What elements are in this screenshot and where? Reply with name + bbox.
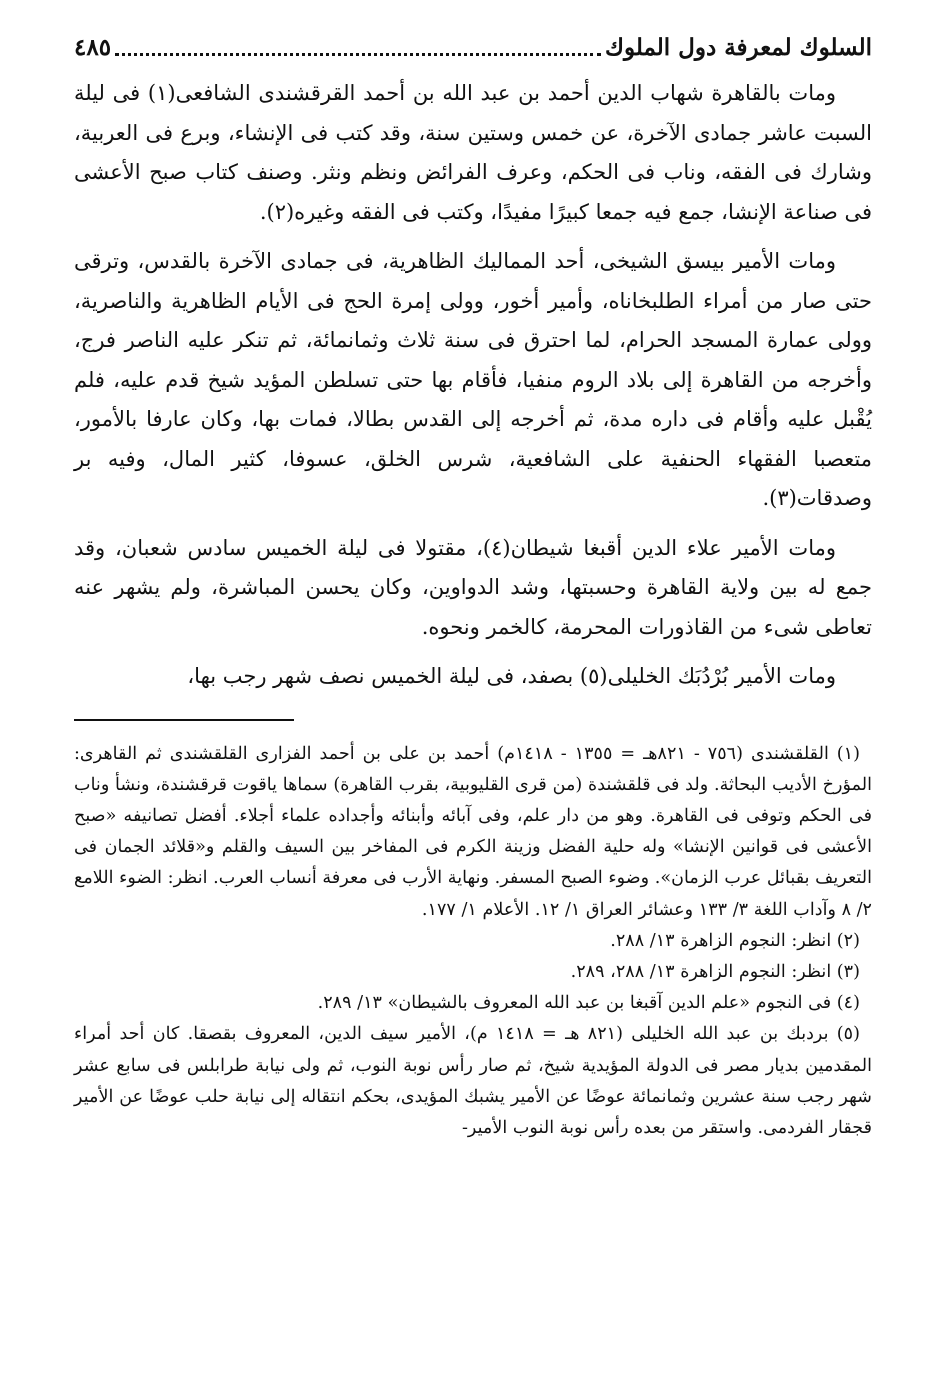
running-header: [74, 28, 872, 68]
footnote: (١) القلقشندى (٧٥٦ - ٨٢١هـ = ١٣٥٥ - ١٤١٨م) أحمد بن على بن أحمد الفزارى القلقشندى ثم القاهرى: المؤرخ الأديب البحاثة. ولد فى قلقشندة (من قرى القليوبية، بقرب القاهرة) سماها ياقوت قرقشندة، ونشأ وناب فى الحكم وتوفى فى القاهرة. وهو من دار علم، وفى آبائه وأبنائه وأجداده علماء أجلاء. أفضل تصانيفه «صبح الأعشى فى قوانين الإنشا» وله حلية الفضل وزينة الكرم فى المفاخر بين السيف والقلم و«قلائد الجمان فى التعريف بقبائل عرب الزمان». وضوء الصبح المسفر. ونهاية الأرب فى معرفة أنساب العرب. انظر: الضوء اللامع ٢/ ٨ وآداب اللغة ٣/ ١٣٣ وعشائر العراق ١/ ١٢. الأعلام ١/ ١٧٧.: [74, 743, 872, 920]
paragraph: ومات الأمير بُرْدُبَك الخليلى(٥) بصفد، فى ليلة الخميس نصف شهر رجب بها،: [187, 664, 836, 688]
paragraph: ومات الأمير بيسق الشيخى، أحد المماليك الظاهرية، فى جمادى الآخرة بالقدس، وترقى حتى صار من أمراء الطلبخاناه، وأمير أخور، وولى إمرة الحج فى الأيام الظاهرية والناصرية، وولى عمارة المسجد الحرام، لما احترق فى سنة ثلاث وثمانمائة، ثم تنكر عليه الناصر فرج، وأخرجه من القاهرة إلى بلاد الروم منفيا، فأقام بها حتى تسلطن المؤيد شيخ قدم عليه، فلم يُقْبل عليه وأقام فى داره مدة، ثم أخرجه إلى القدس بطالا، فمات بها، وكان عارفا بالأمور، متعصبا الفقهاء الحنفية على الشافعية، شرس الخلق، عسوفا، كثير المال، وفيه بر وصدقات(٣).: [74, 249, 872, 510]
paragraph: ومات بالقاهرة شهاب الدين أحمد بن عبد الله بن أحمد القرقشندى الشافعى(١) فى ليلة السبت عاشر جمادى الآخرة، عن خمس وستين سنة، وقد كتب فى الإنشاء، وبرع فى العربية، وشارك فى الفقه، وناب فى الحكم، وعرف الفرائض ونظم ونثر. وصنف كتاب صبح الأعشى فى صناعة الإنشا، جمع فيه جمعا كبيرًا مفيدًا، وكتب فى الفقه وغيره(٢).: [74, 81, 872, 224]
header-dot-leader: [115, 53, 601, 56]
paragraph: ومات الأمير علاء الدين أقبغا شيطان(٤)، مقتولا فى ليلة الخميس سادس شعبان، وقد جمع له بين ولاية القاهرة وحسبتها، وشد الدواوين، وكان يحسن المباشرة، ولم يشهر عنه تعاطى شىء من القاذورات المحرمة، كالخمر ونحوه.: [74, 535, 872, 639]
footnote-separator: [74, 719, 294, 721]
footnote: (٤) فى النجوم «علم الدين آقبغا بن عبد الله المعروف بالشيطان» ١٣/ ٢٨٩.: [317, 993, 860, 1014]
footnote: (٢) انظر: النجوم الزاهرة ١٣/ ٢٨٨.: [610, 930, 860, 951]
book-title: السلوك لمعرفة دول الملوك: [604, 34, 872, 61]
footnote: (٥) بردبك بن عبد الله الخليلى (٨٢١ هـ = ١٤١٨ م)، الأمير سيف الدين، المعروف بقصقا. كان أحد أمراء المقدمين بديار مصر فى الدولة المؤيدية شيخ، ثم صار رأس نوبة النوب، ثم ولى نيابة طرابلس فى سابع عشر شهر رجب سنة عشرين وثمانمائة عوضًا عن الأمير يشبك المؤيدى، بحكم انتقاله إلى نيابة حلب عوضًا عن الأمير قجقار الفردمى. واستقر من بعده رأس نوبة النوب الأمير-: [74, 1024, 872, 1138]
page-number: ٤٨٥: [74, 34, 112, 61]
main-text: [74, 74, 872, 697]
footnote: (٣) انظر: النجوم الزاهرة ١٣/ ٢٨٨، ٢٨٩.: [570, 961, 860, 982]
footnotes: [74, 739, 872, 1145]
